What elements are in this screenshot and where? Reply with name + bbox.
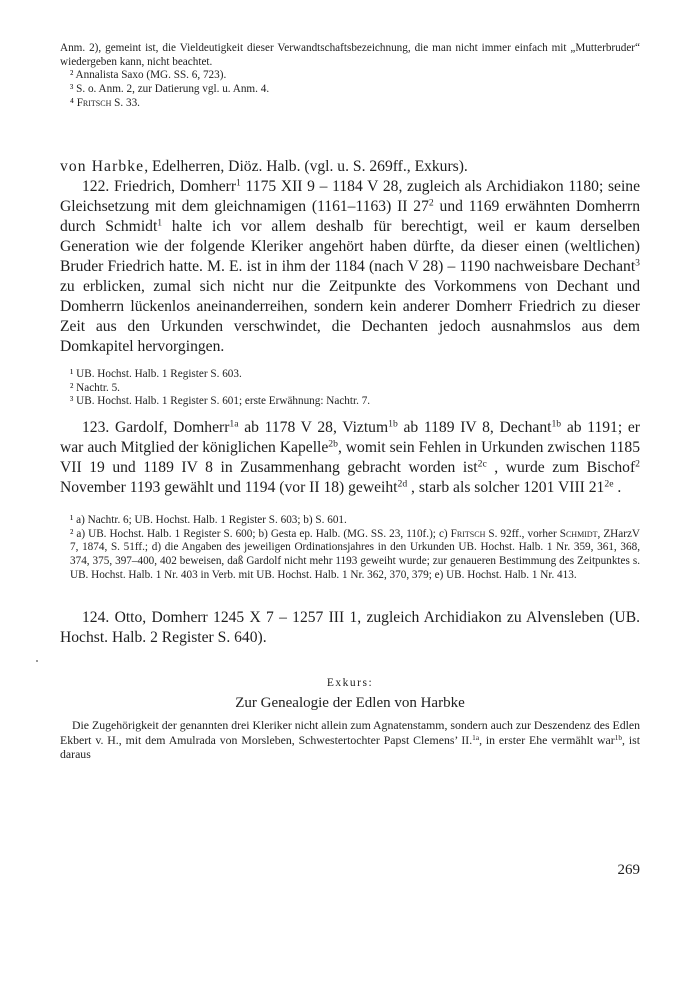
exkurs-label: Exkurs: (326, 677, 374, 689)
entry-122-footnotes (60, 368, 640, 409)
entry-123-footnotes (60, 514, 640, 583)
main-text (60, 157, 640, 357)
footnote-3: ³ S. o. Anm. 2, zur Datierung vgl. u. Anm. 4. (70, 83, 270, 96)
footnote-123-2: ² a) UB. Hochst. Halb. 1 Register S. 600; b) Gesta ep. Halb. (MG. SS. 23, 110f.); c) Fritsch S. 92ff., vorher Schmidt, ZHarzV 7, 1874, S. 51ff.; d) die Angaben des jeweiligen Ordinationsjahres in den Urkunden UB. Hochst. Halb. 1 Nr. 359, 361, 368, 374, 375, 397–400, 402 beweisen, daß Gardolf nicht mehr 1193 geweiht wurde; zur genaueren Bestimmung des Zeitpunktes s. UB. Hochst. Halb. 1 Nr. 403 in Verb. mit UB. Hochst. Halb. 1 Nr. 362, 370, 379; e) UB. Hochst. Halb. 1 Nr. 413. (70, 527, 640, 581)
footnote-122-3: ³ UB. Hochst. Halb. 1 Register S. 601; erste Erwähnung: Nachtr. 7. (70, 395, 371, 408)
entry-122: 122. Friedrich, Domherr$^1$ 1175 XII 9 – 1184 V 28, zugleich als Archidiakon 1180; seine Gleichsetzung mit dem gleichnamigen (1161–1163) II $27^2$ und 1169 erwähnten Domherrn durch Schmidt$^1$ halte ich vor allem deshalb für berechtigt, weil er kaum derselben Generation wie der folgende Kleriker angehört haben dürfte, da dieser einen (weltlichen) Bruder Friedrich hatte. M. E. ist in ihm der 1184 (nach V 28) – 1190 nachweisbare Dechant$^3$ zu erblicken, zumal sich nicht nur die Zeitpunkte des Vorkommens von Dechant und Domherrn lückenlos aneinanderreihen, sondern kein anderer Domherr Friedrich zu dieser Zeit aus den Urkunden verschwindet, die Dechanten jedoch ausnahmslos aus dem Domkapitel hervorgingen. (60, 177, 641, 355)
page-number: 269 (617, 862, 640, 878)
entry-123: 123. Gardolf, Domherr$^{1a}$ ab 1178 V 28, Viztum$^{1b}$ ab 1189 IV 8, Dechant$^{1b}$ ab 1191; er war auch Mitglied der königlichen Kapelle$^{2b}$, womit sein Fehlen in Urkunden zwischen 1185 VII 19 und 1189 IV 8 in Zusammenhang gebracht worden ist$^{2c}$ , wurde zum Bischof$^2$ November 1193 gewählt und 1194 (vor II 18) geweiht$^{2d}$ , starb als solcher 1201 VIII $21^{2e}$ . (60, 418, 640, 496)
margin-mark (36, 660, 38, 662)
footnote-122-2: ² Nachtr. 5. (70, 381, 120, 394)
footnote-4: ⁴ Fritsch S. 33. (70, 96, 140, 109)
footnote-2: ² Annalista Saxo (MG. SS. 6, 723). (70, 69, 227, 82)
footnote-122-1: ¹ UB. Hochst. Halb. 1 Register S. 603. (70, 368, 242, 380)
top-footnotes (60, 42, 640, 111)
family-heading: von Harbke, Edelherren, Diöz. Halb. (vgl. u. S. 269ff., Exkurs). (60, 158, 468, 175)
entry-123-block (60, 418, 640, 498)
entry-124-block (60, 608, 640, 648)
exkurs-title: Zur Genealogie der Edlen von Harbke (235, 695, 465, 711)
exkurs-text: Die Zugehörigkeit der genannten drei Kleriker nicht allein zum Agnatenstamm, sondern auch zur Deszendenz des Edlen Ekbert v. H., mit dem Amulrada von Morsleben, Schwestertochter Papst Clemens’ II.$^{1a}$, in erster Ehe vermählt war$^{1b}$, ist daraus (60, 718, 641, 762)
entry-124: 124. Otto, Domherr 1245 X 7 – 1257 III 1, zugleich Archidiakon zu Alvensleben (UB. Hochst. Halb. 2 Register S. 640). (60, 609, 640, 646)
footnote-123-1: ¹ a) Nachtr. 6; UB. Hochst. Halb. 1 Register S. 603; b) S. 601. (70, 514, 347, 526)
footnote-continuation: Anm. 2), gemeint ist, die Vieldeutigkeit dieser Verwandtschaftsbezeichnung, die man nicht immer einfach mit „Mutterbruder“ wiedergeben kann, nicht beachtet. (60, 42, 640, 68)
